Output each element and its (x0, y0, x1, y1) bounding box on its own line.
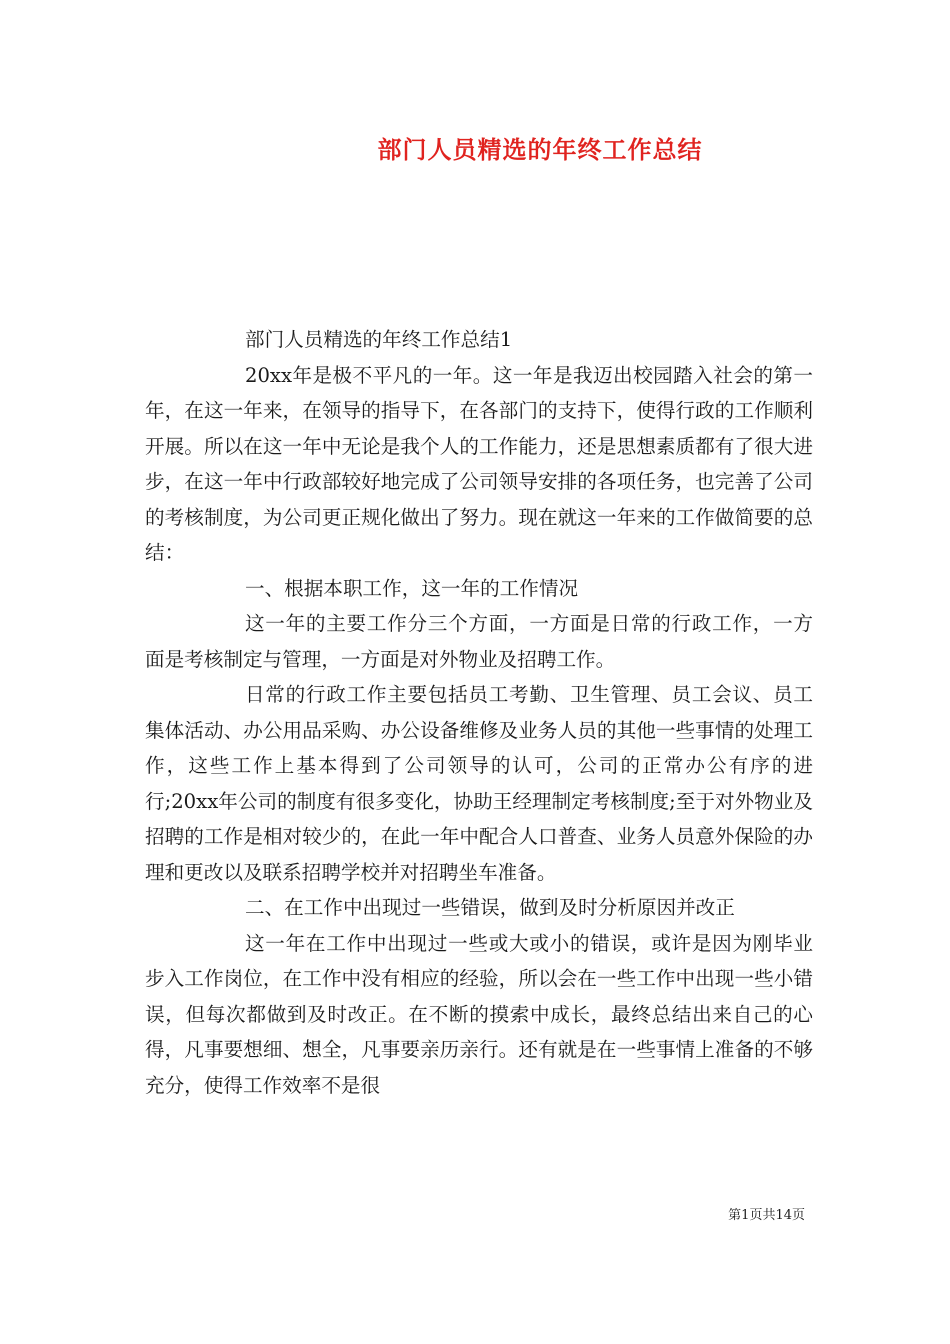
section-heading: 二、在工作中出现过一些错误，做到及时分析原因并改正 (245, 896, 735, 919)
paragraph: 日常的行政工作主要包括员工考勤、卫生管理、员工会议、员工集体活动、办公用品采购、办公设备维修及业务人员的其他一些事情的处理工作，这些工作上基本得到了公司领导的认可，公司的正常办公有序的进行;20xx年公司的制度有很多变化，协助王经理制定考核制度;至于对外物业及招聘的工作是相对较少的，在此一年中配合人口普查、业务人员意外保险的办理和更改以及联系招聘学校并对招聘坐车准备。 (145, 683, 813, 884)
paragraph: 20xx年是极不平凡的一年。这一年是我迈出校园踏入社会的第一年，在这一年来，在领导的指导下，在各部门的支持下，使得行政的工作顺利开展。所以在这一年中无论是我个人的工作能力，还是思想素质都有了很大进步，在这一年中行政部较好地完成了公司领导安排的各项任务，也完善了公司的考核制度，为公司更正规化做出了努力。现在就这一年来的工作做简要的总结： (145, 363, 813, 564)
section-heading: 一、根据本职工作，这一年的工作情况 (245, 576, 579, 600)
paragraph: 这一年的主要工作分三个方面，一方面是日常的行政工作，一方面是考核制定与管理，一方面是对外物业及招聘工作。 (145, 612, 813, 671)
document-title: 部门人员精选的年终工作总结 (377, 136, 703, 164)
document-body (145, 322, 813, 1103)
section-heading: 部门人员精选的年终工作总结1 (245, 328, 513, 351)
page-number: 第1页共14页 (728, 1208, 805, 1223)
paragraph: 这一年在工作中出现过一些或大或小的错误，或许是因为刚毕业步入工作岗位，在工作中没有相应的经验，所以会在一些工作中出现一些小错误，但每次都做到及时改正。在不断的摸索中成长，最终总结出来自己的心得，凡事要想细、想全，凡事要亲历亲行。还有就是在一些事情上准备的不够充分，使得工作效率不是很 (145, 931, 813, 1097)
